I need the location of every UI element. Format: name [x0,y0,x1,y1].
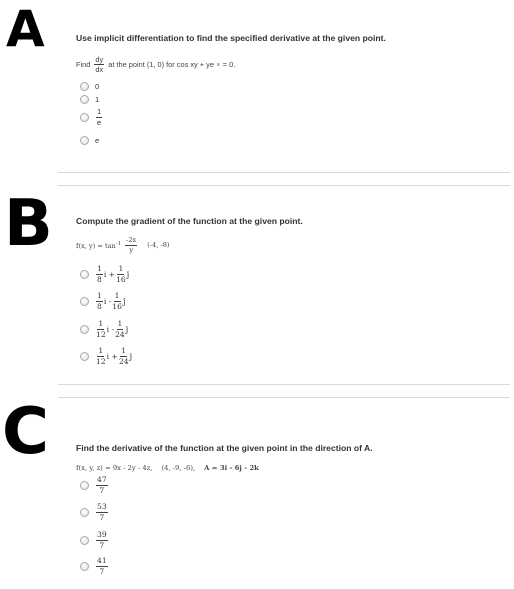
section-letter-c: C [2,395,49,469]
option-label-fraction: $\frac{41}{7}$ [97,556,107,576]
option-b-1[interactable] [80,292,125,310]
function-definition-c [76,464,259,472]
option-a-1[interactable] [80,95,99,104]
radio-button[interactable] [80,270,89,279]
function-fraction [125,237,137,253]
radio-button[interactable] [80,82,89,91]
function-lhs: f(x, $y) = \tan^{-1}$ [76,240,122,250]
exponent: x [216,61,220,68]
radio-button[interactable] [80,536,89,545]
radio-button[interactable] [80,508,89,517]
function: f(x, y, z) = 9x - 2y - 4z, [76,464,153,472]
given-point: (-4, -8) [147,241,170,250]
question-title-b: Compute the gradient of the function at the given point. [76,216,303,226]
option-label: $\frac{1}{12}$ i + $\frac{1}{24}$ j [96,346,133,366]
option-label-fraction: $\frac{47}{7}$ [97,475,107,495]
option-c-0[interactable] [80,476,109,494]
option-label: e [95,136,100,145]
option-label: 0 [95,82,100,91]
section-letter-a: A [6,0,45,58]
option-a-3[interactable] [80,136,99,145]
radio-button[interactable] [80,481,89,490]
question-title-c: Find the derivative of the function at the given point in the direction of A. [76,443,373,453]
option-a-2[interactable] [80,108,103,126]
option-label: 1 [95,95,100,104]
radio-button[interactable] [80,352,89,361]
function-definition-b [76,237,169,253]
option-label-fraction: $\frac{39}{7}$ [97,530,107,550]
option-b-0[interactable] [80,265,129,283]
radio-button[interactable] [80,136,89,145]
option-b-3[interactable] [80,347,132,365]
fraction-numerator: -2x [126,236,137,244]
prompt-rest: at the point (1, 0) for cos xy + ye [108,60,214,70]
prompt-end: = 0. [222,60,236,70]
option-b-2[interactable] [80,320,128,338]
option-label-fraction: $\frac{53}{7}$ [97,502,107,522]
option-c-3[interactable] [80,557,109,575]
radio-button[interactable] [80,562,89,571]
divider [58,397,510,398]
direction-vector: A = 3i - 6j - 2k [204,464,259,472]
option-label: $\frac{1}{8}$ i + $\frac{1}{16}$ j [97,264,130,284]
option-label: $\frac{1}{8}$ i - $\frac{1}{16}$ j [97,291,126,311]
divider [58,172,510,173]
fraction-denominator: dx [95,65,104,75]
question-title-a: Use implicit differentiation to find the specified derivative at the given point. [76,33,386,43]
fraction-numerator: 1 [97,107,102,116]
given-point: (4, -9, -6), [161,464,196,472]
option-a-0[interactable] [80,82,99,91]
divider [58,185,510,186]
radio-button[interactable] [80,113,89,122]
question-prompt-a [76,56,235,74]
dy-dx-fraction [94,56,104,74]
prompt-find: Find [76,60,91,70]
radio-button[interactable] [80,297,89,306]
fraction-numerator: dy [95,55,104,64]
option-c-2[interactable] [80,531,109,549]
divider [58,384,510,385]
radio-button[interactable] [80,325,89,334]
section-letter-b: B [4,187,53,261]
option-c-1[interactable] [80,503,109,521]
radio-button[interactable] [80,95,89,104]
fraction-denominator: y [129,245,134,254]
fraction-denominator: e [97,117,102,127]
option-label-fraction [96,108,102,126]
option-label: $\frac{1}{12}$ i - $\frac{1}{24}$ j [96,319,129,339]
